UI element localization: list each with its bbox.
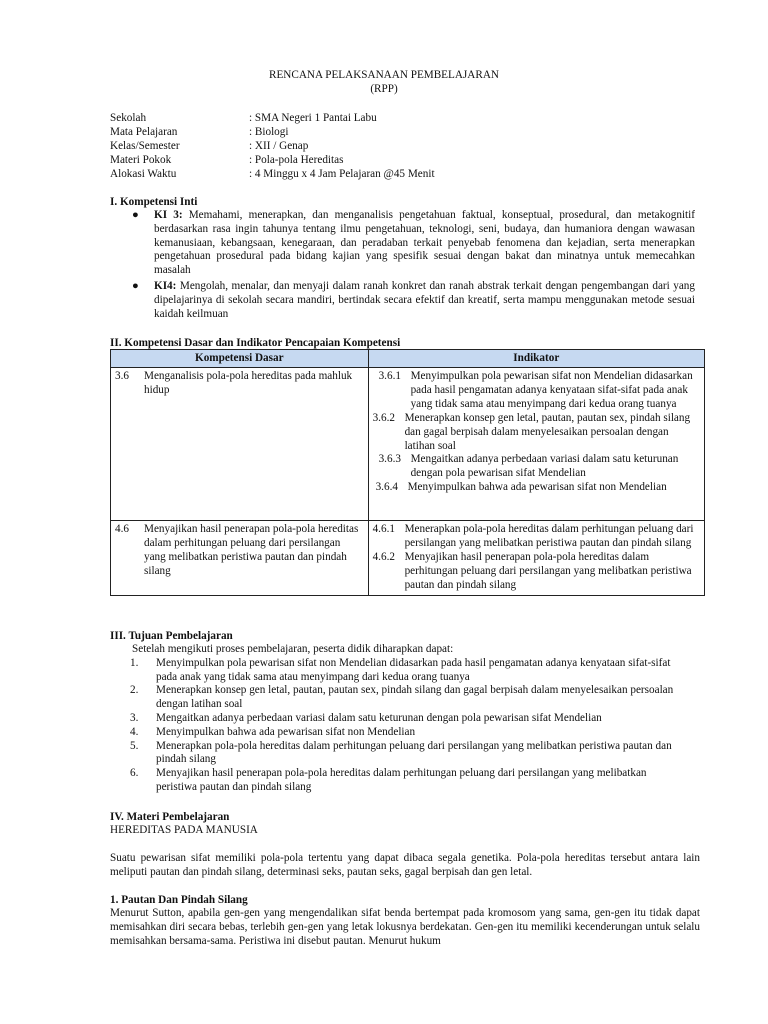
section-kd-heading-block [110,336,695,350]
indicator-number: 4.6.1 [372,523,395,535]
ki4-text: Mengolah, menalar, dan menyaji dalam ranah konkret dan ranah abstrak terkait dengan pengembangan dari yang dipelajarinya di sekolah secara mandiri, bertindak secara efektif dan kreatif, serta mampu menggunakan metode sesuai kaidah keilmuan [154,279,695,320]
list-item [110,726,680,740]
list-number: 5. [130,739,139,752]
meta-value: : Pola-pola Hereditas [249,154,344,166]
indicator-cell [368,368,704,521]
indicator-number: 3.6.3 [378,453,401,466]
meta-label: Mata Pelajaran [110,126,178,138]
bullet-icon: ● [132,279,139,292]
ki4-label: KI4: [154,279,177,292]
title-line-2: (RPP) [370,83,398,95]
ki4-item [110,280,695,321]
section-subheading: HEREDITAS PADA MANUSIA [110,824,258,836]
list-text: Mengaitkan adanya perbedaan variasi dalam satu keturunan dengan pola pewarisan sifat Mendelian [156,711,602,724]
kd-text: Menganalisis pola-pola hereditas pada mahluk hidup [144,370,353,396]
meta-label: Sekolah [110,112,147,124]
column-header-indikator: Indikator [368,350,704,368]
kd-entry [115,370,365,398]
section-kompetensi-inti [110,195,695,321]
meta-row-kelas-semester [110,139,435,153]
indicator-item [373,523,701,551]
meta-value: : SMA Negeri 1 Pantai Labu [249,112,377,124]
meta-value: : XII / Genap [249,140,309,152]
meta-value: : Biologi [249,126,289,138]
meta-label: Kelas/Semester [110,140,180,152]
list-text: Menyimpulkan bahwa ada pewarisan sifat non Mendelian [156,725,416,738]
section-heading: III. Tujuan Pembelajaran [110,630,233,642]
section-heading: IV. Materi Pembelajaran [110,811,230,823]
list-number: 4. [130,725,139,738]
meta-row-sekolah [110,111,435,125]
list-item [110,684,680,712]
section-heading: II. Kompetensi Dasar dan Indikator Pencapaian Kompetensi [110,337,401,349]
kd-text: Menyajikan hasil penerapan pola-pola hereditas dalam perhitungan peluang dari persilangan yang melibatkan peristiwa pautan dan pindah silang [144,523,359,577]
indicator-number: 3.6.2 [372,411,395,424]
indicator-number: 3.6.4 [375,481,398,494]
meta-value: : 4 Minggu x 4 Jam Pelajaran @45 Menit [249,168,435,180]
meta-row-alokasi-waktu [110,167,435,181]
indicator-cell [368,521,704,596]
list-text: Menerapkan konsep gen letal, pautan, pautan sex, pindah silang dan gagal berpisah dalam menyelesaikan persoalan dengan latihan soal [156,684,674,711]
indicator-item [376,481,701,495]
indicator-item [379,370,701,412]
objective-list [110,657,680,795]
indicator-text: Menyimpulkan pola pewarisan sifat non Mendelian didasarkan pada hasil pengamatan adanya kenyataan sifat-sifat pada anak yang tidak sama atau menyimpang dari kedua orang tuanya [410,370,693,410]
list-text: Menyajikan hasil penerapan pola-pola hereditas dalam perhitungan peluang dari persilangan yang melibatkan peristiwa pautan dan pindah silang [156,767,647,793]
indicator-text: Mengaitkan adanya perbedaan variasi dalam satu keturunan dengan pola pewarisan sifat Mendelian [410,453,679,480]
meta-label: Alokasi Waktu [110,168,177,180]
document-title [0,68,768,96]
ki3-item [110,209,695,278]
section-heading: I. Kompetensi Inti [110,196,198,208]
indicator-number: 3.6.1 [378,370,401,382]
pautan-paragraph: Menurut Sutton, apabila gen-gen yang mengendalikan sifat benda bertempat pada kromosom yang sama, gen-gen itu tidak dapat memisahkan diri secara bebas, terlebih gen-gen yang letak lokusnya berdekatan. Gen-gen itu memiliki kecenderungan untuk selalu memisahkan bersama-sama. Peristiwa ini disebut pautan. Menurut hukum [110,907,700,947]
list-text: Menerapkan pola-pola hereditas dalam perhitungan peluang dari persilangan yang melibatkan peristiwa pautan dan pindah silang [156,739,672,766]
indicator-item [373,412,701,454]
table-row [111,521,705,596]
kd-cell [111,521,369,596]
meta-label: Materi Pokok [110,154,172,166]
section-materi-pembelajaran [110,810,700,949]
list-number: 3. [130,711,139,724]
subsection-heading: 1. Pautan Dan Pindah Silang [110,894,248,907]
bullet-icon: ● [132,209,139,221]
indicator-text: Menerapkan pola-pola hereditas dalam perhitungan peluang dari persilangan yang melibatkan peristiwa pautan dan pindah silang [404,523,694,549]
kd-indicator-table [110,349,705,596]
indicator-text: Menerapkan konsep gen letal, pautan, pautan sex, pindah silang dan gagal berpisah dalam menyelesaikan persoalan dengan latihan soal [404,411,691,452]
table-row [111,368,705,521]
column-header-kd: Kompetensi Dasar [111,350,369,368]
list-item [110,740,680,768]
list-item [110,712,680,726]
indicator-text: Menyimpulkan bahwa ada pewarisan sifat non Mendelian [407,481,667,494]
title-line-1: RENCANA PELAKSANAAN PEMBELAJARAN [269,69,499,81]
ki3-text: Memahami, menerapkan, dan menganalisis pengetahuan faktual, konseptual, prosedural, dan metakognitif berdasarkan rasa ingin tahunya tentang ilmu pengetahuan, teknologi, seni, budaya, dan humaniora dengan wawasan kemanusiaan, kebangsaan, kenegaraan, dan peradaban terkait penyebab fenomena dan kejadian, serta menerapkan pengetahuan prosedural pada bidang kajian yang spesifik sesuai dengan bakat dan minatnya untuk memecahkan masalah [154,209,695,277]
list-number: 1. [130,656,139,669]
kd-cell [111,368,369,521]
indicator-item [373,551,701,593]
list-item [110,657,680,685]
list-text: Menyimpulkan pola pewarisan sifat non Mendelian didasarkan pada hasil pengamatan adanya kenyataan sifat-sifat pada anak yang tidak sama atau menyimpang dari kedua orang tuanya [156,656,671,683]
table-header-row [111,350,705,368]
section-tujuan-pembelajaran [110,629,680,795]
list-number: 2. [130,684,139,697]
list-number: 6. [130,767,139,780]
indicator-item [379,453,701,481]
meta-row-materi-pokok [110,153,435,167]
indicator-number: 4.6.2 [372,550,395,563]
meta-block [110,111,435,181]
kd-entry [115,523,365,579]
ki3-label: KI 3: [154,209,183,221]
meta-row-mata-pelajaran [110,125,435,139]
list-item [110,767,680,795]
indicator-text: Menyajikan hasil penerapan pola-pola hereditas dalam perhitungan peluang dari persilangan yang melibatkan peristiwa pautan dan pindah silang [404,550,692,591]
intro-paragraph: Suatu pewarisan sifat memiliki pola-pola tertentu yang dapat dibaca segala genetika. Pola-pola hereditas tersebut antara lain meliputi pautan dan pindah silang, determinasi seks, pautan seks, gagal berpisah dan gen letal. [110,851,700,878]
kd-number: 3.6 [115,370,129,382]
section-intro: Setelah mengikuti proses pembelajaran, peserta didik diharapkan dapat: [132,643,454,655]
kd-number: 4.6 [115,523,129,535]
